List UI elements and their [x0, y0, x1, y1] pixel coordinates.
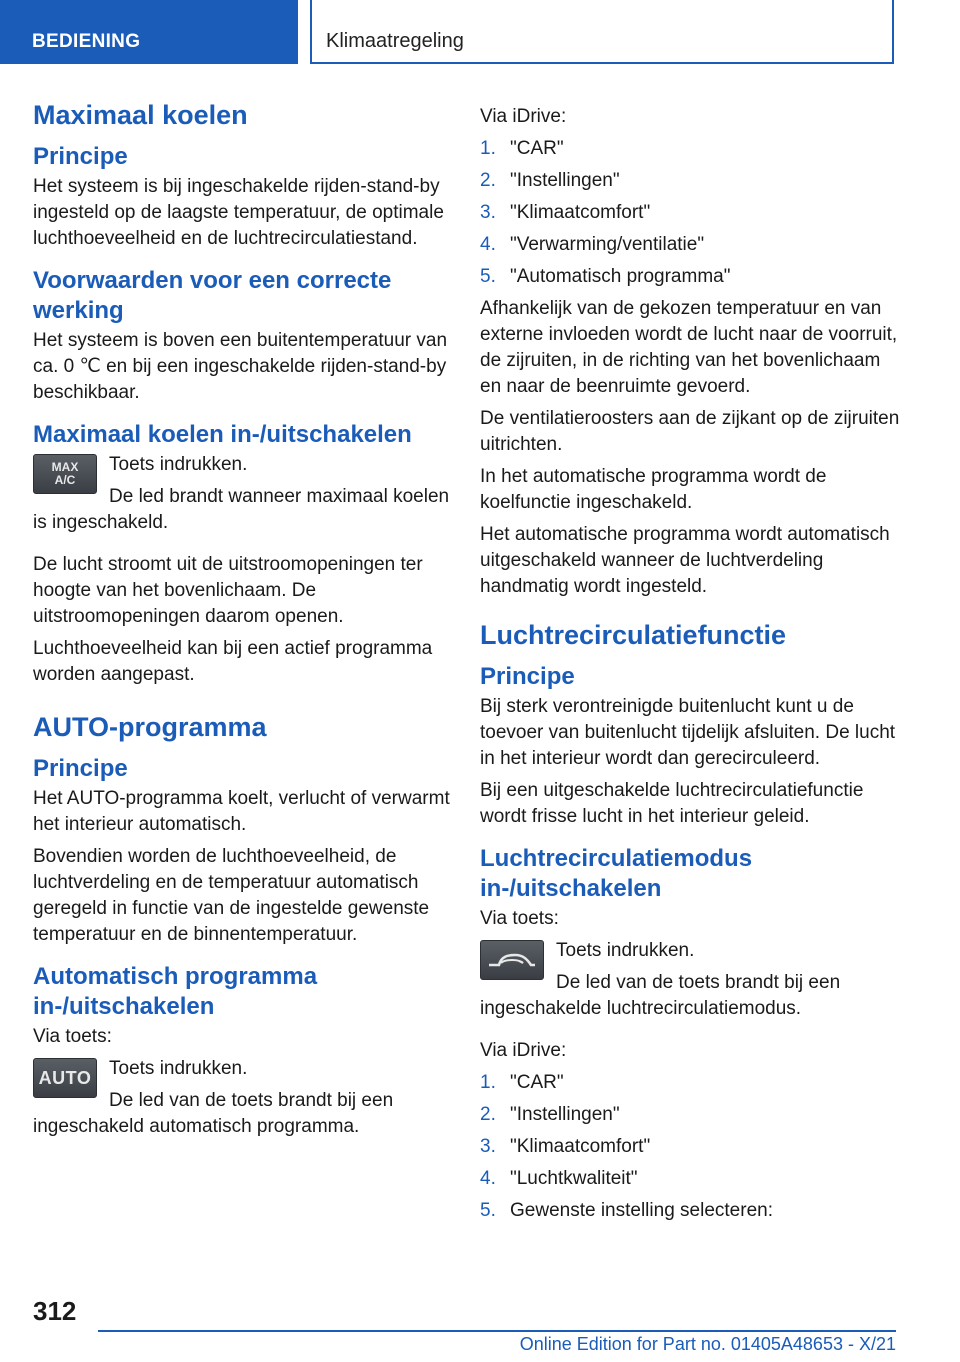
footer-divider	[98, 1330, 896, 1332]
heading-principe: Principe	[480, 663, 575, 690]
paragraph: Bij een uitgeschakelde luchtrecirculatiefunctie wordt frisse lucht in het interieur geleid.	[480, 780, 864, 827]
auto-button-icon: AUTO	[33, 1058, 97, 1098]
list-item	[480, 200, 900, 226]
paragraph: De led brandt wanneer maximaal koelen is ingeschakeld.	[33, 486, 450, 533]
list-item	[480, 136, 900, 162]
heading-auto-programma: AUTO-programma	[33, 712, 267, 742]
paragraph: Bij sterk verontreinigde buitenlucht kunt u de toevoer van buitenlucht tijdelijk afsluiten. De lucht in het interieur wordt dan gerecirculeerd.	[480, 696, 896, 769]
list-item-text: "Automatisch programma"	[510, 266, 731, 287]
heading-maximaal-koelen-inuit: Maximaal koelen in-/uitschakelen	[33, 421, 412, 448]
paragraph: De ventilatieroosters aan de zijkant op de zijruiten uitrichten.	[480, 408, 900, 455]
list-item	[480, 168, 900, 194]
list-item-text: Gewenste instelling selecteren:	[510, 1200, 773, 1221]
paragraph: Bovendien worden de luchthoeveelheid, de luchtverdeling en de temperatuur automatisch geregeld in functie van de ingestelde gewenste temperatuur en de binnentemperatuur.	[33, 846, 430, 945]
paragraph: In het automatische programma wordt de koelfunctie ingeschakeld.	[480, 466, 827, 513]
recirculation-button-icon	[480, 940, 544, 980]
paragraph: Toets indrukken.	[109, 454, 248, 475]
chapter-tab	[310, 0, 894, 64]
list-item	[480, 1134, 900, 1160]
heading-luchtrecirculatiefunctie: Luchtrecirculatiefunctie	[480, 620, 787, 650]
list-item-number: 5.	[480, 266, 496, 287]
heading-voorwaarden: Voorwaarden voor een correcte werking	[33, 267, 392, 324]
paragraph: De led van de toets brandt bij een ingeschakeld automatisch programma.	[33, 1090, 394, 1137]
list-item-number: 5.	[480, 1200, 496, 1221]
max-ac-button-icon: MAX A/C	[33, 454, 97, 494]
paragraph: De lucht stroomt uit de uitstroomopeningen ter hoogte van het bovenlichaam. De uitstroomopeningen daarom openen.	[33, 554, 423, 627]
list-item-number: 4.	[480, 234, 496, 255]
section-tab	[0, 0, 298, 64]
list-item	[480, 1102, 900, 1128]
list-item	[480, 1070, 900, 1096]
paragraph: Via iDrive:	[480, 1040, 567, 1061]
section-title: BEDIENING	[32, 31, 141, 52]
list-item-text: "Klimaatcomfort"	[510, 202, 651, 223]
chapter-title: Klimaatregeling	[326, 30, 464, 52]
paragraph: Het systeem is boven een buitentemperatuur van ca. 0 ℃ en bij een ingeschakelde rijden-stand-by beschikbaar.	[33, 330, 448, 403]
heading-principe: Principe	[33, 143, 128, 170]
page-number: 312	[33, 1296, 77, 1326]
list-item-text: "Klimaatcomfort"	[510, 1136, 651, 1157]
list-item-text: "Luchtkwaliteit"	[510, 1168, 638, 1189]
list-item-text: "CAR"	[510, 138, 564, 159]
list-item-number: 1.	[480, 1072, 496, 1093]
button-instruction	[480, 938, 900, 1028]
list-item	[480, 264, 900, 290]
paragraph: Toets indrukken.	[109, 1058, 248, 1079]
list-item-number: 4.	[480, 1168, 496, 1189]
list-item-text: "Instellingen"	[510, 1104, 620, 1125]
list-item-number: 2.	[480, 170, 496, 191]
list-item-number: 2.	[480, 1104, 496, 1125]
right-column	[480, 104, 900, 1230]
list-item	[480, 1166, 900, 1192]
car-recirculation-icon	[485, 947, 539, 973]
paragraph: Het automatische programma wordt automatisch uitgeschakeld wanneer de luchtverdeling handmatig wordt ingesteld.	[480, 524, 890, 597]
button-instruction	[33, 1056, 451, 1146]
list-item	[480, 1198, 900, 1224]
list-item-number: 3.	[480, 202, 496, 223]
idrive-steps	[480, 136, 900, 290]
paragraph: Het AUTO-programma koelt, verlucht of verwarmt het interieur automatisch.	[33, 788, 450, 835]
list-item-text: "Instellingen"	[510, 170, 620, 191]
paragraph: Het systeem is bij ingeschakelde rijden-stand-by ingesteld op de laagste temperatuur, de optimale luchthoeveelheid en de luchtrecirculatiestand.	[33, 176, 444, 249]
list-item-text: "CAR"	[510, 1072, 564, 1093]
heading-principe: Principe	[33, 755, 128, 782]
idrive-steps	[480, 1070, 900, 1224]
paragraph: Afhankelijk van de gekozen temperatuur en van externe invloeden wordt de lucht naar de voorruit, de zijruiten, in de richting van het bovenlichaam en naar de beenruimte gevoerd.	[480, 298, 898, 397]
paragraph: Via iDrive:	[480, 106, 567, 127]
footer-edition: Online Edition for Part no. 01405A48653 - X/21	[519, 1334, 896, 1354]
button-instruction	[33, 452, 451, 542]
paragraph: Via toets:	[480, 908, 559, 929]
paragraph: Toets indrukken.	[556, 940, 695, 961]
left-column	[33, 98, 451, 1146]
list-item	[480, 232, 900, 258]
list-item-text: "Verwarming/ventilatie"	[510, 234, 705, 255]
heading-recirculatiemodus-inuit: Luchtrecirculatiemodus in-/uitschakelen	[480, 845, 753, 902]
paragraph: Luchthoeveelheid kan bij een actief programma worden aangepast.	[33, 638, 433, 685]
list-item-number: 3.	[480, 1136, 496, 1157]
heading-automatisch-inuit: Automatisch programma in-/uitschakelen	[33, 963, 318, 1020]
paragraph: De led van de toets brandt bij een ingeschakelde luchtrecirculatiemodus.	[480, 972, 841, 1019]
paragraph: Via toets:	[33, 1026, 112, 1047]
heading-maximaal-koelen: Maximaal koelen	[33, 100, 248, 130]
list-item-number: 1.	[480, 138, 496, 159]
